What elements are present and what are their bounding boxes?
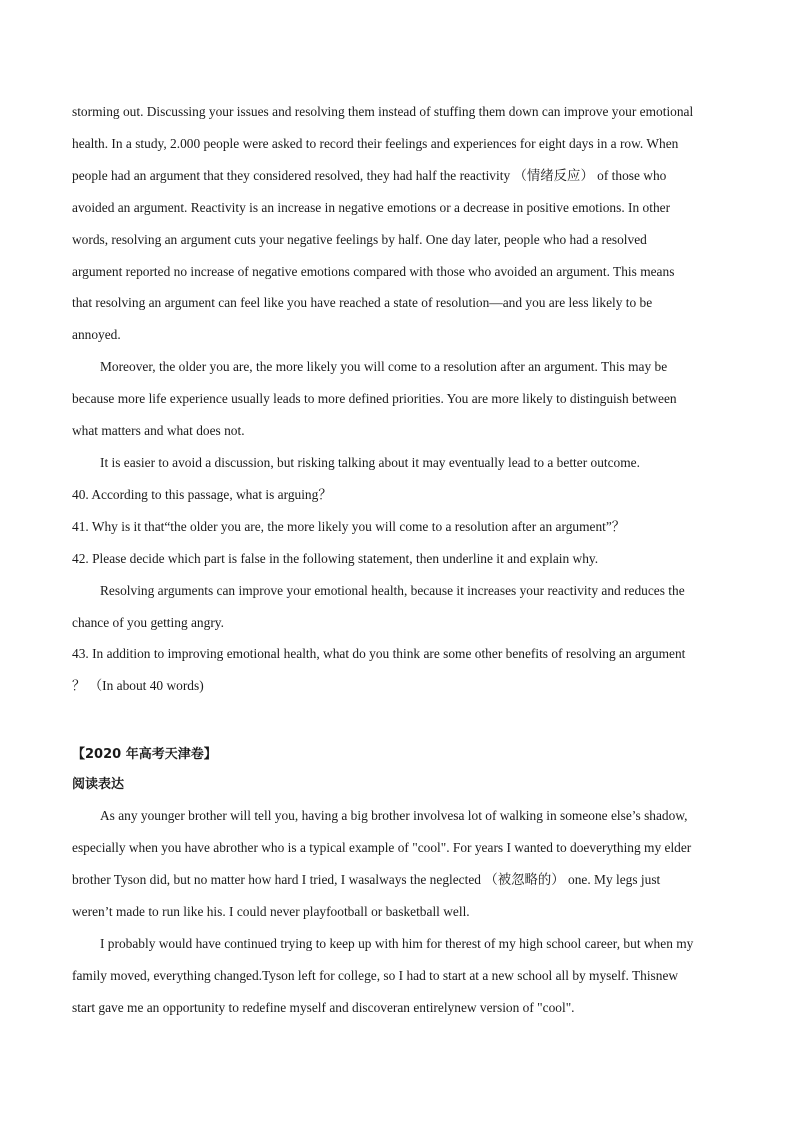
text-line: As any younger brother will tell you, having a big brother involvesa lot of walking in someone else’s shadow, bbox=[100, 808, 688, 824]
section-subtitle: 阅读表达 bbox=[72, 777, 125, 793]
question-42: 42. Please decide which part is false in the following statement, then underline it and explain why. bbox=[72, 550, 599, 566]
question-42-statement: chance of you getting angry. bbox=[72, 614, 224, 630]
question-list bbox=[72, 479, 724, 702]
passage-paragraph bbox=[72, 800, 724, 928]
passage-paragraph bbox=[72, 928, 724, 1024]
text-line: argument reported no increase of negative emotions compared with those who avoided an argument. This means bbox=[72, 263, 675, 279]
text-line: brother Tyson did, but no matter how hard I tried, I wasalways the neglected （被忽略的） one. My legs just bbox=[72, 872, 661, 888]
text-line: because more life experience usually leads to more defined priorities. You are more likely to distinguish between bbox=[72, 391, 677, 407]
section-title: 【2020 年高考天津卷】 bbox=[72, 747, 217, 763]
question-41: 41. Why is it that“the older you are, the more likely you will come to a resolution after an argument”？ bbox=[72, 518, 626, 534]
text-line: that resolving an argument can feel like you have reached a state of resolution—and you are less likely to be bbox=[72, 295, 653, 311]
text-line: especially when you have abrother who is a typical example of "cool". For years I wanted to doeverything my elder bbox=[72, 840, 692, 856]
text-line: weren’t made to run like his. I could never playfootball or basketball well. bbox=[72, 903, 470, 919]
section-spacer bbox=[72, 702, 724, 740]
question-43: ？ （In about 40 words) bbox=[72, 678, 204, 694]
text-line: family moved, everything changed.Tyson left for college, so I had to start at a new school all by myself. Thisnew bbox=[72, 967, 679, 983]
passage-paragraph bbox=[72, 351, 724, 447]
text-line: start gave me an opportunity to redefine myself and discoveran entirelynew version of "cool". bbox=[72, 999, 575, 1015]
text-line: storming out. Discussing your issues and resolving them instead of stuffing them down can improve your emotional bbox=[72, 104, 694, 119]
text-line: what matters and what does not. bbox=[72, 423, 245, 439]
passage-conclusion: It is easier to avoid a discussion, but risking talking about it may eventually lead to a better outcome. bbox=[100, 454, 640, 470]
text-line: avoided an argument. Reactivity is an increase in negative emotions or a decrease in positive emotions. In other bbox=[72, 199, 671, 215]
question-42-statement: Resolving arguments can improve your emotional health, because it increases your reactivity and reduces the bbox=[100, 582, 685, 598]
question-43: 43. In addition to improving emotional health, what do you think are some other benefits of resolving an argument bbox=[72, 646, 686, 662]
text-line: people had an argument that they considered resolved, they had half the reactivity （情绪反应） of those who bbox=[72, 167, 667, 183]
text-line: I probably would have continued trying to keep up with him for therest of my high school career, but when my bbox=[100, 935, 694, 951]
question-40: 40. According to this passage, what is arguing？ bbox=[72, 486, 332, 502]
passage-paragraph bbox=[72, 96, 724, 351]
text-line: words, resolving an argument cuts your negative feelings by half. One day later, people who had a resolved bbox=[72, 231, 647, 247]
text-line: health. In a study, 2.000 people were asked to record their feelings and experiences for eight days in a row. When bbox=[72, 135, 679, 151]
document-page bbox=[72, 96, 724, 1024]
text-line: annoyed. bbox=[72, 327, 121, 343]
text-line: Moreover, the older you are, the more likely you will come to a resolution after an argument. This may be bbox=[100, 359, 668, 375]
